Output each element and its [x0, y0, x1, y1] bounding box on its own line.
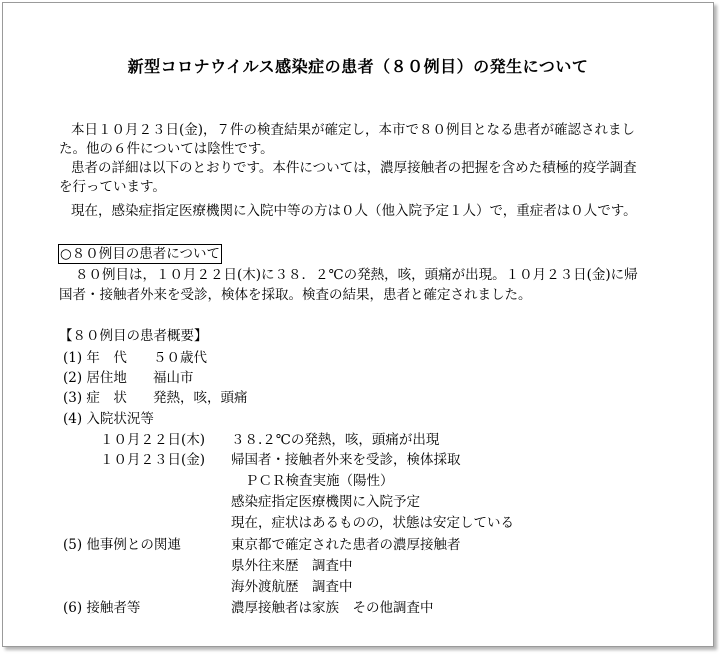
- timeline-date-2: １０月２３日(金): [100, 452, 206, 468]
- item-residence-label: (2) 居住地: [63, 370, 127, 386]
- section-body-line-2: 国者・接触者外来を受診，検体を採取。検査の結果，患者と確定されました。: [59, 287, 532, 303]
- item-symptoms-value: 発熱，咳，頭痛: [153, 390, 248, 406]
- contacts-value: 濃厚接触者は家族 その他調査中: [231, 600, 434, 616]
- item-age-label: (1) 年 代: [63, 350, 127, 366]
- document-title: 新型コロナウイルス感染症の患者（８０例目）の発生について: [127, 57, 589, 76]
- item-symptoms-label: (3) 症 状: [63, 390, 127, 406]
- timeline-event-2: 帰国者・接触者外来を受診，検体採取: [231, 452, 461, 468]
- timeline-date-1: １０月２２日(木): [100, 432, 206, 448]
- timeline-admission: 感染症指定医療機関に入院予定: [231, 494, 420, 510]
- intro-line-2: た。他の６件については陰性です。: [59, 141, 274, 157]
- contacts-label: (6) 接触者等: [63, 600, 141, 616]
- relation-line-1: 東京都で確定された患者の濃厚接触者: [231, 537, 461, 553]
- item-age-value: ５０歳代: [153, 350, 207, 366]
- item-residence-value: 福山市: [153, 370, 194, 386]
- relation-line-3: 海外渡航歴 調査中: [231, 579, 353, 595]
- overview-heading: 【８０例目の患者概要】: [59, 328, 208, 344]
- document-page: [2, 2, 714, 647]
- intro-line-5: 現在，感染症指定医療機関に入院中等の方は０人（他入院予定１人）で，重症者は０人です。: [71, 203, 637, 219]
- section-heading: ○８０例目の患者について: [60, 246, 221, 262]
- intro-line-4: を行っています。: [59, 179, 166, 195]
- section-body-line-1: ８０例目は，１０月２２日(木)に３８．２℃の発熱，咳，頭痛が出現。１０月２３日(金)に帰: [75, 267, 638, 283]
- intro-line-3: 患者の詳細は以下のとおりです。本件については，濃厚接触者の把握を含めた積極的疫学調査: [71, 160, 637, 176]
- intro-line-1: 本日１０月２３日(金)，７件の検査結果が確定し，本市で８０例目となる患者が確認されまし: [71, 122, 636, 138]
- timeline-pcr: ＰＣＲ検査実施（陽性）: [245, 473, 394, 489]
- item-hospital-label: (4) 入院状況等: [63, 411, 154, 427]
- timeline-condition: 現在，症状はあるものの，状態は安定している: [231, 515, 514, 531]
- relation-line-2: 県外往来歴 調査中: [231, 558, 353, 574]
- relation-label: (5) 他事例との関連: [63, 537, 181, 553]
- timeline-event-1: ３８.２℃の発熱，咳，頭痛が出現: [231, 432, 440, 448]
